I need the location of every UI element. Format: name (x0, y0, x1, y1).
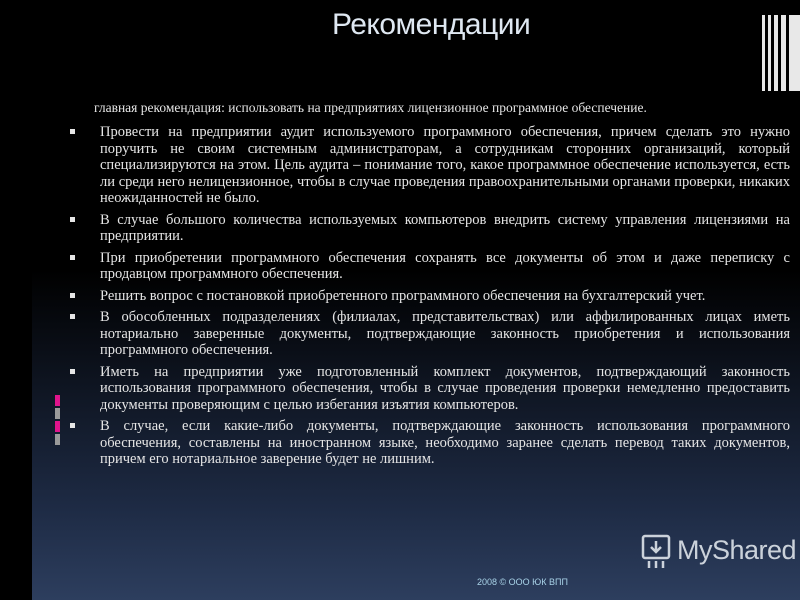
list-item (70, 212, 790, 245)
slide (32, 0, 800, 600)
square-bullet-icon (70, 314, 75, 319)
list-item (70, 288, 790, 305)
list-item-text: Иметь на предприятии уже подготовленный комплект документов, подтверждающий законность использования программного обеспечения, чтобы в случае проведения проверки немедленно предоставить документы проверяющим с целью избегания изъятия компьютеров. (100, 363, 790, 413)
list-item (70, 418, 790, 468)
slide-subtitle: главная рекомендация: использовать на предприятиях лицензионное программное обеспечение. (94, 100, 647, 115)
watermark-text: MyShared (677, 534, 797, 565)
list-item-text: В обособленных подразделениях (филиалах, представительствах) или аффилированных лицах иметь нотариально заверенные документы, подтверждающие законность приобретения и использования программного обеспечения. (100, 309, 790, 358)
slide-footer: 2008 © ООО ЮК ВПП (477, 577, 568, 587)
list-item-text: Провести на предприятии аудит используемого программного обеспечения, причем сделать это нужно поручить не своим системным администраторам, а сотрудникам сторонних организаций, который специализируются на этом. Цель аудита – понимание того, какое программное обеспечение используется, есть ли среди него нелицензионное, чтобы в случае проведения правоохранительными органами проверки, никаких неожиданностей не было. (100, 124, 790, 206)
square-bullet-icon (70, 255, 75, 260)
list-item (70, 309, 790, 359)
decorative-bars-icon (762, 15, 800, 91)
list-item-text: В случае, если какие-либо документы, подтверждающие законность использования программного обеспечения, составлены на иностранном языке, необходимо заранее сделать перевод таких документов, причем его нотариальное заверение будет не лишним. (100, 418, 790, 467)
list-item (70, 364, 790, 414)
slide-title: Рекомендации (332, 8, 531, 41)
list-item-text: При приобретении программного обеспечения сохранять все документы об этом и даже переписку с продавцом программного обеспечения. (100, 249, 790, 282)
square-bullet-icon (70, 293, 75, 298)
side-accent-marks (55, 395, 61, 447)
square-bullet-icon (70, 217, 75, 222)
square-bullet-icon (70, 369, 75, 374)
watermark-logo (639, 530, 796, 570)
recommendation-list (70, 124, 790, 473)
square-bullet-icon (70, 423, 75, 428)
list-item (70, 250, 790, 283)
myshared-logo-icon (639, 530, 673, 570)
list-item-text: В случае большого количества используемых компьютеров внедрить систему управления лицензиями на предприятии. (100, 211, 790, 244)
square-bullet-icon (70, 129, 75, 134)
list-item (70, 124, 790, 207)
list-item-text: Решить вопрос с постановкой приобретенного программного обеспечения на бухгалтерский учет. (100, 287, 706, 304)
